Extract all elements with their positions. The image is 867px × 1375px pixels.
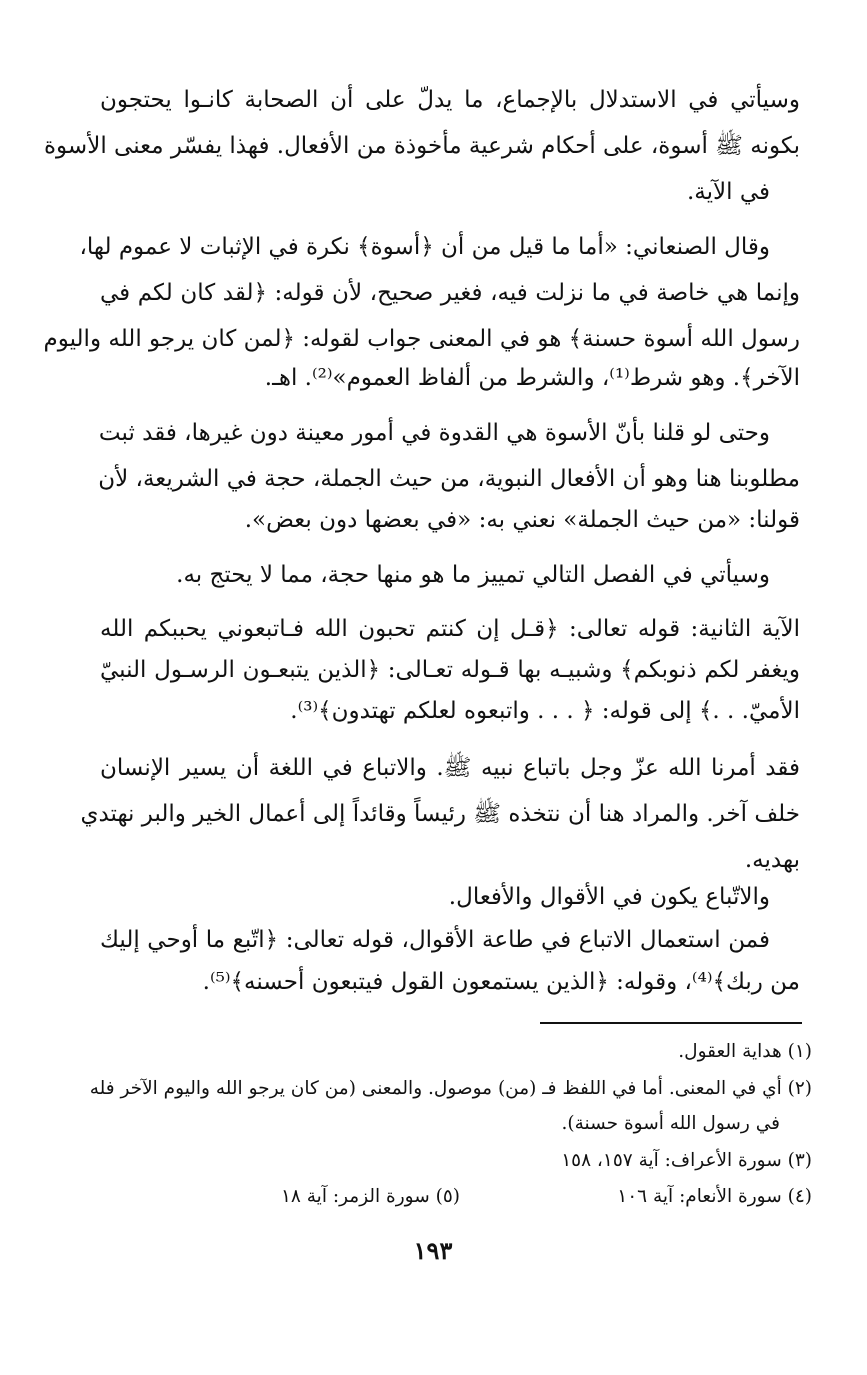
body-line: الأميّ. . .﴾ إلى قوله: ﴿ . . . واتبعوه لعلكم تهتدون﴾⁽³⁾. [290,698,800,724]
footnote: (٤) سورة الأنعام: آية ١٠٦ [617,1186,812,1207]
page-number: ١٩٣ [413,1236,453,1265]
body-line: من ربك﴾⁽⁴⁾، وقوله: ﴿الذين يستمعون القول فيتبعون أحسنه﴾⁽⁵⁾. [202,969,800,995]
body-line: وإنما هي خاصة في ما نزلت فيه، فغير صحيح، لأن قوله: ﴿لقد كان لكم في [100,280,800,306]
body-line: والاتّباع يكون في الأقوال والأفعال. [448,884,770,910]
footnote: (٢) أي في المعنى. أما في اللفظ فـ (من) موصول. والمعنى (من كان يرجو الله واليوم الآخر فله [89,1078,812,1099]
body-line: ويغفر لكم ذنوبكم﴾ وشبيـه بها قـوله تعـالى: ﴿الذين يتبعـون الرسـول النبيّ [100,657,800,683]
body-line: في الآية. [686,179,770,205]
body-line: بهديه. [744,847,800,873]
footnote: (١) هداية العقول. [678,1041,812,1062]
body-line: الآخر﴾. وهو شرط⁽¹⁾، والشرط من ألفاظ العموم»⁽²⁾. اهـ. [264,365,800,391]
body-line: وحتى لو قلنا بأنّ الأسوة هي القدوة في أمور معينة دون غيرها، فقد ثبت [98,420,770,446]
body-line: خلف آخر. والمراد هنا أن نتخذه ﷺ رئيساً وقائداً إلى أعمال الخير والبر نهتدي [80,801,800,827]
body-line: بكونه ﷺ أسوة، على أحكام شرعية مأخوذة من الأفعال. فهذا يفسّر معنى الأسوة [44,133,800,159]
body-line: وسيأتي في الاستدلال بالإجماع، ما يدلّ على أن الصحابة كانـوا يحتجون [100,87,800,113]
footnote: (٣) سورة الأعراف: آية ١٥٧، ١٥٨ [561,1150,812,1171]
body-line: مطلوبنا هنا وهو أن الأفعال النبوية، من حيث الجملة، حجة في الشريعة، لأن [98,466,800,492]
body-line: قولنا: «من حيث الجملة» نعني به: «في بعضها دون بعض». [244,507,800,533]
footnote: (٥) سورة الزمر: آية ١٨ [281,1186,460,1207]
body-line: فقد أمرنا الله عزّ وجل باتباع نبيه ﷺ. والاتباع في اللغة أن يسير الإنسان [100,755,800,781]
footnote: في رسول الله أسوة حسنة). [561,1113,780,1134]
body-line: الآية الثانية: قوله تعالى: ﴿قـل إن كنتم تحبون الله فـاتبعوني يحببكم الله [100,616,800,642]
footnote-separator [540,1022,802,1024]
body-line: وقال الصنعاني: «أما ما قيل من أن ﴿أسوة﴾ نكرة في الإثبات لا عموم لها، [79,234,770,260]
body-line: فمن استعمال الاتباع في طاعة الأقوال، قوله تعالى: ﴿اتّبع ما أوحي إليك [100,927,770,953]
body-line: وسيأتي في الفصل التالي تمييز ما هو منها حجة، مما لا يحتج به. [176,562,770,588]
body-line: رسول الله أسوة حسنة﴾ هو في المعنى جواب لقوله: ﴿لمن كان يرجو الله واليوم [43,326,800,352]
